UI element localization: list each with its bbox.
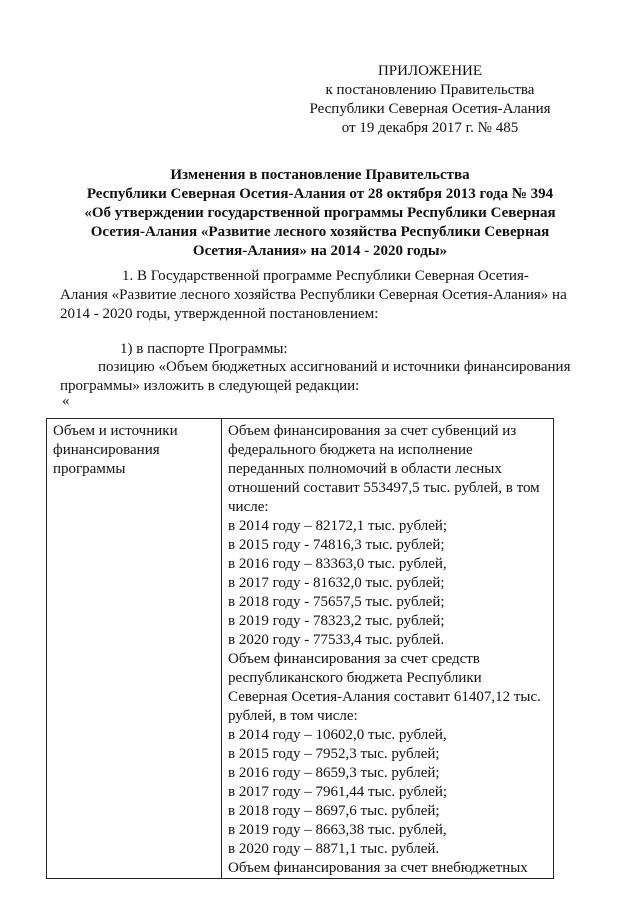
paragraph-2: 1) в паспорте Программы: xyxy=(120,341,288,357)
cell-line: в 2014 году – 82172,1 тыс. рублей; xyxy=(228,518,448,534)
cell-line: переданных полномочий в области лесных xyxy=(228,461,502,477)
title-line: Осетия-Алания» на 2014 - 2020 годы» xyxy=(192,243,448,259)
paragraph-line: программы» изложить в следующей редакции: xyxy=(60,378,360,394)
title-line: Изменения в постановление Правительства xyxy=(170,167,470,183)
table-row xyxy=(47,419,554,879)
paragraph-line: Алания «Развитие лесного хозяйства Республики Северная Осетия-Алания» на xyxy=(60,287,567,303)
cell-line: федерального бюджета на исполнение xyxy=(228,442,473,458)
cell-line: программы xyxy=(53,461,126,477)
cell-line: в 2018 году – 8697,6 тыс. рублей; xyxy=(228,803,440,819)
cell-line: в 2020 году - 77533,4 тыс. рублей. xyxy=(228,632,445,648)
cell-line: Объем и источники xyxy=(53,423,178,439)
cell-line: отношений составит 553497,5 тыс. рублей, в том xyxy=(228,480,540,496)
cell-line: в 2015 году - 74816,3 тыс. рублей; xyxy=(228,537,445,553)
title-line: Республики Северная Осетия-Алания от 28 октября 2013 года № 394 xyxy=(86,186,554,202)
cell-line: числе: xyxy=(228,499,269,515)
cell-line: в 2014 году – 10602,0 тыс. рублей, xyxy=(228,727,447,743)
annex-date-number: от 19 декабря 2017 г. № 485 xyxy=(341,120,519,136)
opening-quote: « xyxy=(62,393,70,409)
paragraph-line: позицию «Объем бюджетных ассигнований и источники финансирования xyxy=(98,359,571,375)
cell-line: в 2017 году - 81632,0 тыс. рублей; xyxy=(228,575,445,591)
paragraph-3 xyxy=(60,358,590,396)
financing-table xyxy=(46,418,554,879)
paragraph-line: 1. В Государственной программе Республики Северная Осетия- xyxy=(122,268,529,284)
cell-line: в 2019 году - 78323,2 тыс. рублей; xyxy=(228,613,445,629)
cell-line: в 2016 году – 83363,0 тыс. рублей, xyxy=(228,556,447,572)
annex-header xyxy=(280,62,580,138)
cell-line: в 2015 году – 7952,3 тыс. рублей; xyxy=(228,746,440,762)
title-line: «Об утверждении государственной программы Республики Северная xyxy=(84,205,556,221)
annex-label: ПРИЛОЖЕНИЕ xyxy=(377,63,483,79)
cell-line: республиканского бюджета Республики xyxy=(228,670,482,686)
cell-line: Объем финансирования за счет внебюджетных xyxy=(228,860,528,876)
cell-line: в 2017 году – 7961,44 тыс. рублей; xyxy=(228,784,448,800)
title-line: Осетия-Алания «Развитие лесного хозяйства Республики Северная xyxy=(90,224,550,240)
cell-line: Объем финансирования за счет средств xyxy=(228,651,480,667)
cell-line: в 2018 году - 75657,5 тыс. рублей; xyxy=(228,594,445,610)
cell-line: в 2019 году – 8663,38 тыс. рублей, xyxy=(228,822,447,838)
cell-line: рублей, в том числе: xyxy=(228,708,358,724)
paragraph-line: 2014 - 2020 годы, утвержденной постановлением: xyxy=(60,306,379,322)
table-cell-label xyxy=(47,419,222,879)
document-title xyxy=(60,166,580,261)
cell-line: Северная Осетия-Алания составит 61407,12 тыс. xyxy=(228,689,541,705)
cell-line: финансирования xyxy=(53,442,160,458)
annex-republic: Республики Северная Осетия-Алания xyxy=(309,101,551,117)
cell-line: в 2016 году – 8659,3 тыс. рублей; xyxy=(228,765,440,781)
annex-reference: к постановлению Правительства xyxy=(325,82,535,98)
cell-line: Объем финансирования за счет субвенций из xyxy=(228,423,517,439)
cell-line: в 2020 году – 8871,1 тыс. рублей. xyxy=(228,841,440,857)
paragraph-1 xyxy=(60,267,580,324)
table-cell-content xyxy=(222,419,554,879)
